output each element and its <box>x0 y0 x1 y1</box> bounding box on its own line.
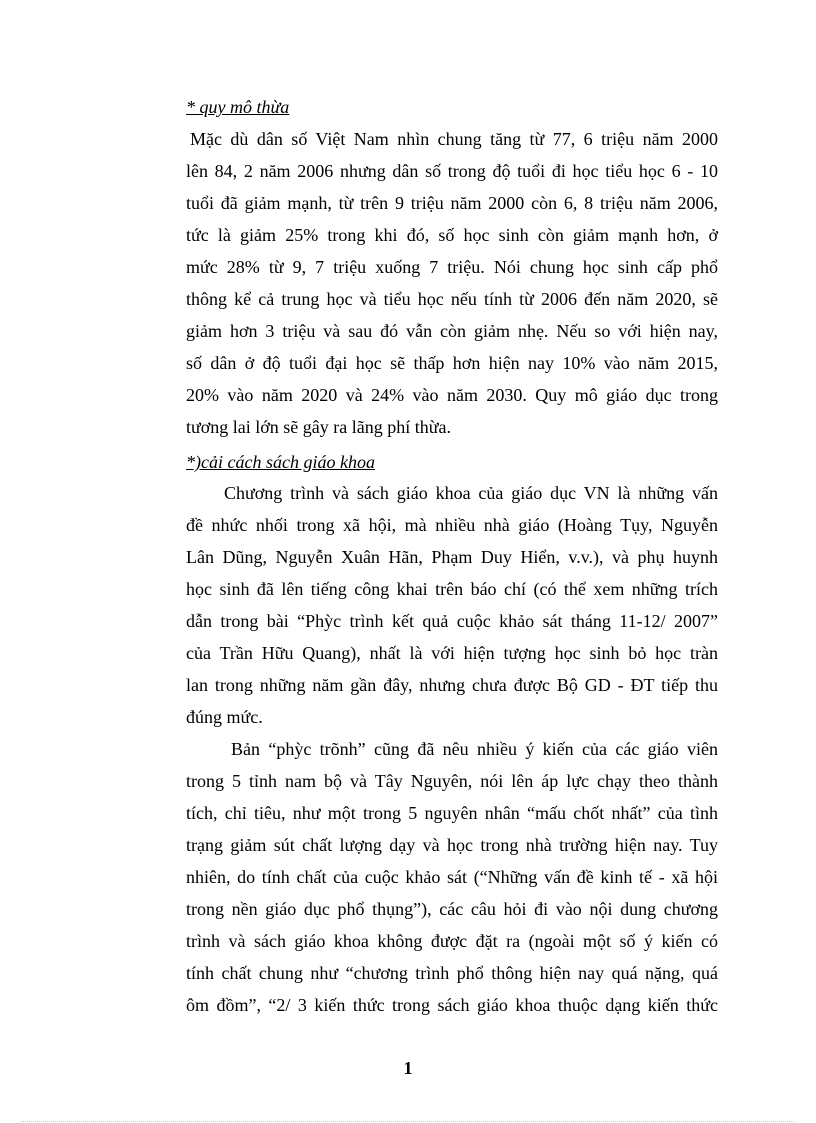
paragraph-line: ôm đồm”, “2/ 3 kiến thức trong sách giáo khoa thuộc dạng kiến thức <box>186 995 718 1015</box>
paragraph-line: trong nền giáo dục phổ thụng”), các câu hỏi đi vào nội dung chương <box>186 899 718 919</box>
paragraph-line: lan trong những năm gần đây, nhưng chưa được Bộ GD - ĐT tiếp thu <box>186 675 718 695</box>
paragraph-line: nhiên, do tính chất của cuộc khảo sát (“Những vấn đề kinh tế - xã hội <box>186 867 718 887</box>
paragraph-line: Mặc dù dân số Việt Nam nhìn chung tăng từ 77, 6 triệu năm 2000 <box>190 129 718 149</box>
paragraph-line: Lân Dũng, Nguyễn Xuân Hãn, Phạm Duy Hiển, v.v.), và phụ huynh <box>186 547 718 567</box>
paragraph-line: lên 84, 2 năm 2006 nhưng dân số trong độ tuổi đi học tiểu học 6 - 10 <box>186 161 718 181</box>
paragraph-line: trạng giảm sút chất lượng dạy và học trong nhà trường hiện nay. Tuy <box>186 835 718 855</box>
paragraph-line: dẫn trong bài “Phỳc trình kết quả cuộc khảo sát tháng 11-12/ 2007” <box>186 611 718 631</box>
section-heading-cai-cach-sach-giao-khoa: *)cải cách sách giáo khoa <box>186 452 375 472</box>
paragraph-line: mức 28% từ 9, 7 triệu xuống 7 triệu. Nói chung học sinh cấp phổ <box>186 257 718 277</box>
paragraph-line: giảm hơn 3 triệu và sau đó vẫn còn giảm nhẹ. Nếu so với hiện nay, <box>186 321 718 341</box>
page-bottom-divider <box>22 1121 794 1122</box>
paragraph-line: tương lai lớn sẽ gây ra lãng phí thừa. <box>186 417 451 437</box>
paragraph-line: tích, chỉ tiêu, như một trong 5 nguyên nhân “mấu chốt nhất” của tình <box>186 803 718 823</box>
paragraph-line: thông kể cả trung học và tiểu học nếu tính từ 2006 đến năm 2020, sẽ <box>186 289 718 309</box>
paragraph-line: của Trần Hữu Quang), nhất là với hiện tượng học sinh bỏ học tràn <box>186 643 718 663</box>
paragraph-line: tức là giảm 25% trong khi đó, số học sinh còn giảm mạnh hơn, ở <box>186 225 718 245</box>
paragraph-line: số dân ở độ tuổi đại học sẽ thấp hơn hiện nay 10% vào năm 2015, <box>186 353 718 373</box>
page-number: 1 <box>403 1058 413 1078</box>
paragraph-line: trình và sách giáo khoa không được đặt ra (ngoài một số ý kiến có <box>186 931 718 951</box>
paragraph-line: Bản “phỳc trõnh” cũng đã nêu nhiều ý kiến của các giáo viên <box>231 739 718 759</box>
paragraph-line: tuổi đã giảm mạnh, từ trên 9 triệu năm 2000 còn 6, 8 triệu năm 2006, <box>186 193 718 213</box>
paragraph-line: trong 5 tỉnh nam bộ và Tây Nguyên, nói lên áp lực chạy theo thành <box>186 771 718 791</box>
paragraph-line: đúng mức. <box>186 707 263 727</box>
paragraph-line: 20% vào năm 2020 và 24% vào năm 2030. Quy mô giáo dục trong <box>186 385 718 405</box>
paragraph-line: tính chất chung như “chương trình phổ thông hiện nay quá nặng, quá <box>186 963 718 983</box>
paragraph-line: đề nhức nhối trong xã hội, mà nhiều nhà giáo (Hoàng Tụy, Nguyễn <box>186 515 718 535</box>
section-heading-quy-mo-thua: * quy mô thừa <box>186 97 290 117</box>
paragraph-line: học sinh đã lên tiếng công khai trên báo chí (có thể xem những trích <box>186 579 718 599</box>
paragraph-line: Chương trình và sách giáo khoa của giáo dục VN là những vấn <box>224 483 718 503</box>
